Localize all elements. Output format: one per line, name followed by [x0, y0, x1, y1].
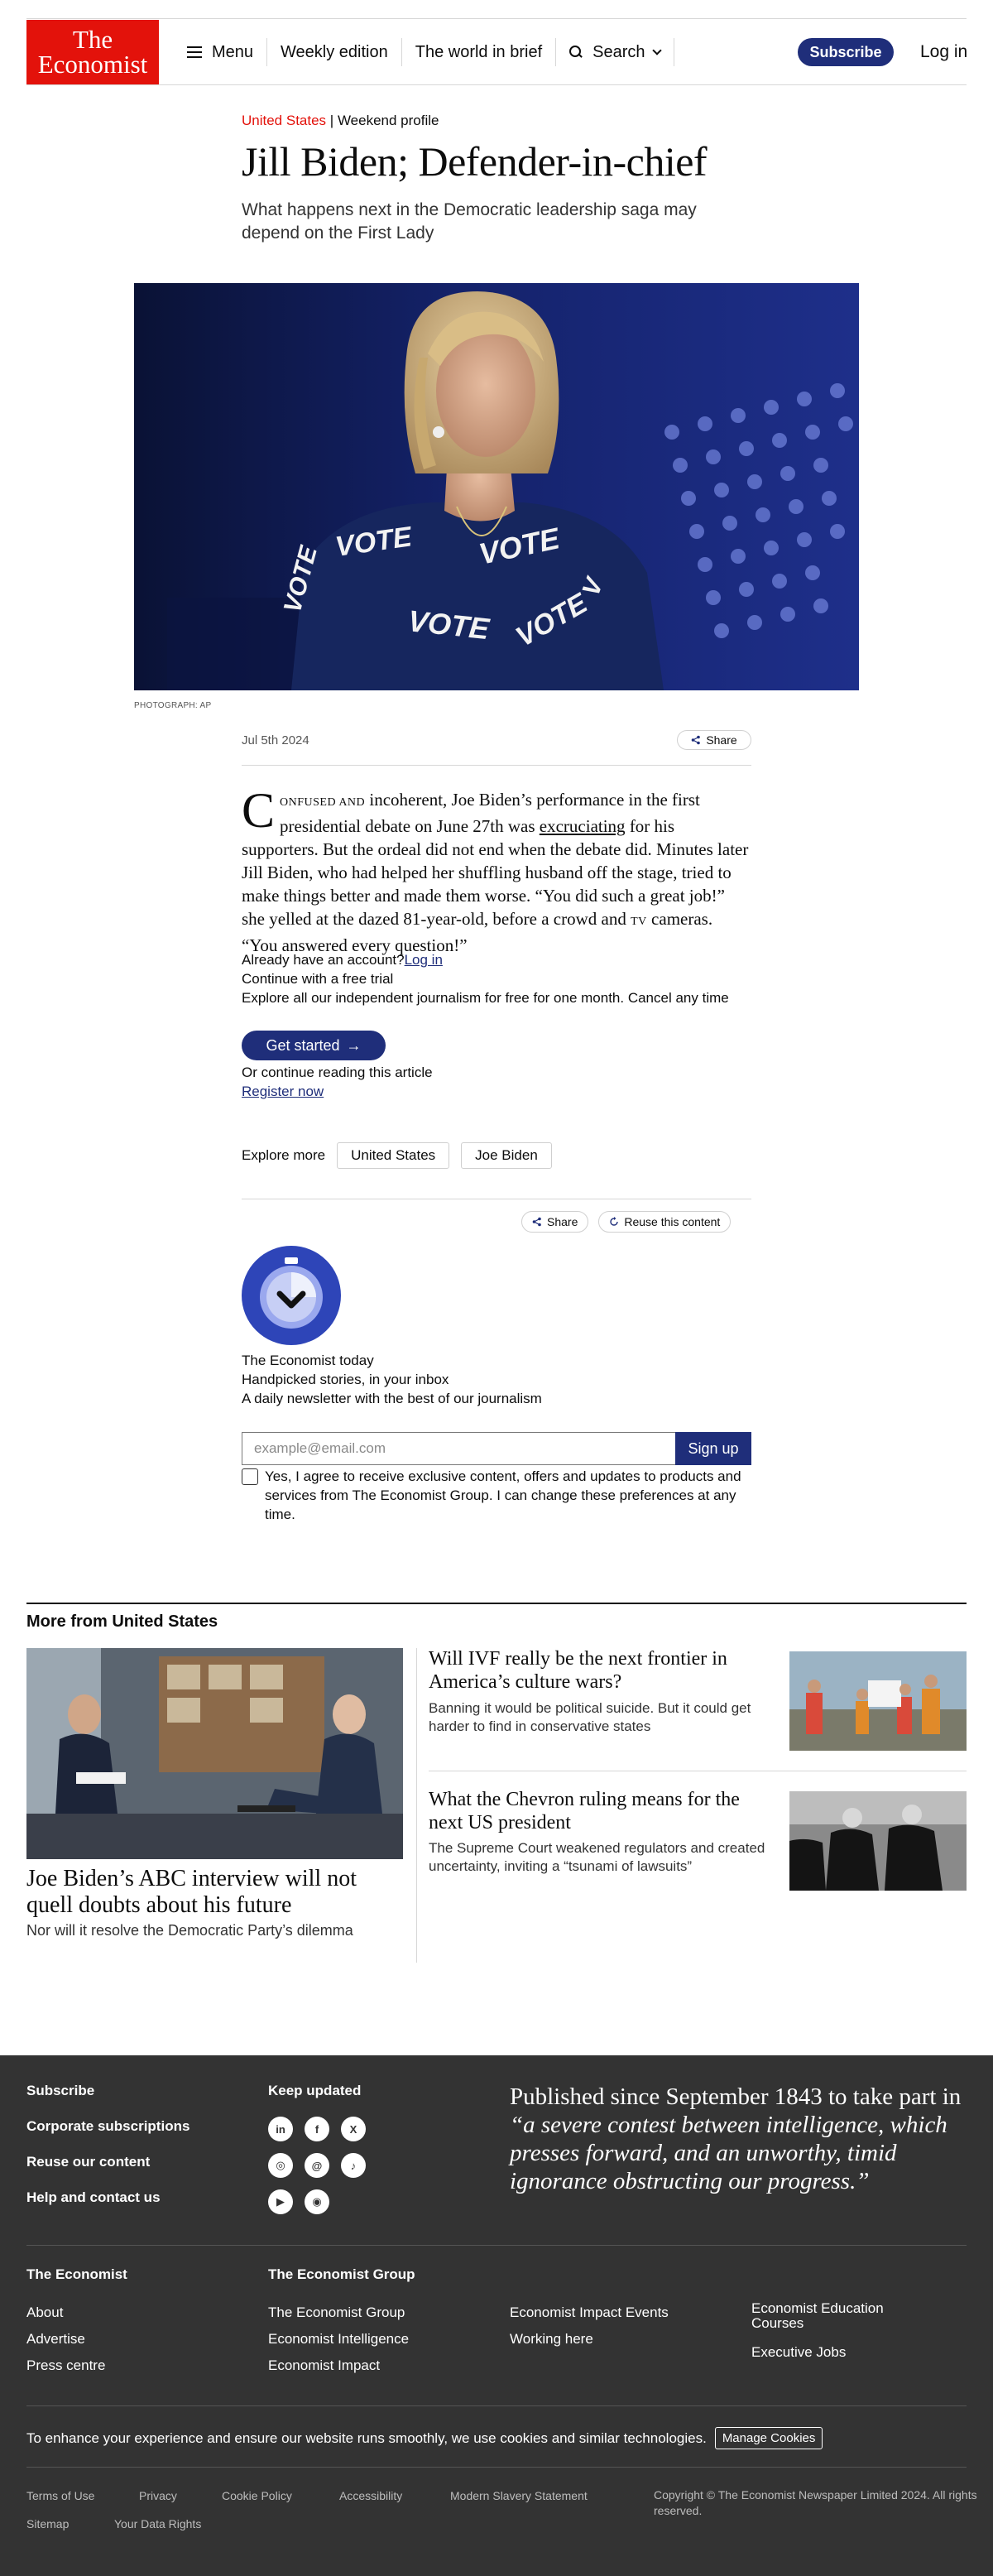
footer-reuse-link[interactable]: Reuse our content — [26, 2154, 151, 2170]
footer-col1-title: The Economist — [26, 2266, 127, 2282]
excruciating-link[interactable]: excruciating — [539, 816, 626, 836]
get-started-button[interactable] — [242, 1031, 386, 1060]
small-caps-lead: ONFUSED AND — [280, 796, 366, 809]
privacy-link[interactable]: Privacy — [139, 2489, 177, 2502]
tag-joe-biden[interactable]: Joe Biden — [461, 1142, 552, 1169]
search-label: Search — [592, 42, 645, 61]
menu-label: Menu — [212, 42, 254, 61]
youtube-icon[interactable]: ▶ — [268, 2189, 293, 2214]
logo-line-1: The — [72, 25, 113, 54]
explore-label: Explore more — [242, 1147, 326, 1163]
refresh-icon — [609, 1217, 619, 1227]
nav-weekly-edition[interactable] — [267, 38, 402, 66]
footer-group-link[interactable]: The Economist Group — [268, 2304, 405, 2320]
article-title: Jill Biden; Defender-in-chief — [242, 138, 708, 185]
footer-rule-3 — [26, 2467, 967, 2468]
consent-row — [242, 1467, 751, 1524]
svg-text:VOTE: VOTE — [511, 587, 593, 653]
protest-photo-illustration — [789, 1651, 967, 1751]
tv-small-caps: TV — [631, 916, 647, 928]
newsletter-description: A daily newsletter with the best of our journalism — [242, 1391, 542, 1406]
tag-united-states[interactable]: United States — [337, 1142, 449, 1169]
svg-text:VOTE: VOTE — [406, 603, 491, 646]
login-inline-link[interactable]: Log in — [404, 952, 443, 968]
more-vertical-divider — [416, 1648, 417, 1963]
story-ivf-image[interactable] — [789, 1651, 967, 1751]
continue-reading-block — [242, 1063, 433, 1101]
email-input[interactable] — [242, 1432, 675, 1465]
svg-text:V: V — [577, 574, 609, 600]
footer-rule-2 — [26, 2405, 967, 2406]
footer-about-link[interactable]: About — [26, 2304, 64, 2320]
world-in-brief-label: The world in brief — [415, 42, 543, 61]
story-ivf-headline[interactable]: Will IVF really be the next frontier in America’s culture wars? — [429, 1648, 727, 1693]
share-row — [521, 1211, 731, 1233]
reuse-content-button[interactable] — [598, 1211, 731, 1233]
consent-text: Yes, I agree to receive exclusive content, offers and updates to products and services from The Economist Group. I can change these preferences at any time. — [265, 1468, 741, 1522]
quote-text: “a severe contest between intelligence, which presses forward, and an unworthy, timid ignorance obstructing our progress.” — [510, 2112, 947, 2194]
or-continue-text: Or continue reading this article — [242, 1065, 433, 1080]
reuse-label: Reuse this content — [624, 1215, 721, 1228]
have-account-line — [242, 950, 751, 969]
subscribe-button[interactable]: Subscribe — [798, 38, 894, 66]
more-from-title: More from United States — [26, 1612, 218, 1631]
login-link[interactable]: Log in — [920, 42, 968, 61]
body-text-3: cameras. “You answered every question!” — [242, 909, 713, 955]
justices-photo-illustration — [789, 1791, 967, 1891]
paywall-block — [242, 950, 751, 1007]
hamburger-icon — [187, 46, 202, 58]
footer-col2-title: The Economist Group — [268, 2266, 415, 2282]
drop-cap: C — [242, 783, 276, 838]
cookie-notice — [26, 2427, 823, 2449]
manage-cookies-button[interactable]: Manage Cookies — [715, 2427, 823, 2449]
explore-more — [242, 1142, 552, 1169]
share-icon — [532, 1217, 542, 1227]
weekly-edition-label: Weekly edition — [281, 42, 388, 61]
footer-impact-link[interactable]: Economist Impact — [268, 2357, 381, 2373]
svg-text:VOTE: VOTE — [476, 521, 563, 571]
series-label: Weekend profile — [337, 113, 439, 128]
social-row-2 — [268, 2153, 366, 2178]
instagram-icon[interactable]: ◎ — [268, 2153, 293, 2178]
share-label: Share — [706, 733, 737, 747]
hero-photo-illustration — [134, 283, 859, 690]
footer-education-link[interactable]: Economist Education Courses — [751, 2300, 884, 2331]
story-ivf-subhead: Banning it would be political suicide. But it could get harder to find in conservative states — [429, 1700, 751, 1734]
header-top-rule — [26, 18, 967, 19]
meta-rule — [242, 765, 751, 766]
threads-icon[interactable]: @ — [305, 2153, 329, 2178]
x-icon[interactable]: X — [341, 2117, 366, 2141]
svg-text:VOTE: VOTE — [278, 543, 323, 616]
terms-link[interactable]: Terms of Use — [26, 2489, 95, 2502]
hero-image — [134, 283, 859, 690]
footer-impact-events-link[interactable]: Economist Impact Events — [510, 2304, 669, 2320]
footer-quote — [510, 2083, 970, 2195]
economist-logo[interactable] — [26, 20, 159, 84]
publish-date: Jul 5th 2024 — [242, 733, 309, 747]
consent-checkbox[interactable] — [242, 1468, 258, 1485]
keep-updated-heading: Keep updated — [268, 2083, 362, 2098]
accessibility-link[interactable]: Accessibility — [339, 2489, 403, 2502]
newsletter-tagline: Handpicked stories, in your inbox — [242, 1372, 449, 1387]
lead-story-subhead: Nor will it resolve the Democratic Party’s dilemma — [26, 1922, 353, 1939]
social-row-3 — [268, 2189, 329, 2214]
main-nav — [174, 20, 674, 84]
newsletter-name: The Economist today — [242, 1353, 374, 1368]
modern-slavery-link[interactable]: Modern Slavery Statement — [450, 2489, 588, 2502]
body-text-1: incoherent, Joe Biden’s performance in the first presidential debate on June 27th was — [280, 790, 700, 836]
quote-intro: Published since September 1843 to take part in — [510, 2083, 962, 2110]
header-bottom-rule — [26, 84, 967, 85]
footer-help-link[interactable]: Help and contact us — [26, 2189, 161, 2205]
article-kicker — [242, 113, 439, 129]
story-chevron-headline[interactable]: What the Chevron ruling means for the next US president — [429, 1789, 740, 1833]
footer-intelligence-link[interactable]: Economist Intelligence — [268, 2331, 410, 2347]
footer-corporate-link[interactable]: Corporate subscriptions — [26, 2118, 190, 2134]
trial-description: Explore all our independent journalism for free for one month. Cancel any time — [242, 990, 729, 1006]
stopwatch-icon — [242, 1246, 341, 1345]
nav-world-in-brief[interactable] — [402, 38, 556, 66]
newsletter-form — [242, 1432, 751, 1465]
search-button[interactable] — [556, 38, 674, 66]
facebook-icon[interactable]: f — [305, 2117, 329, 2141]
logo-line-2: Economist — [37, 50, 148, 79]
share-button-bottom[interactable] — [521, 1211, 588, 1233]
kicker-separator: | — [326, 113, 338, 128]
lead-story-image[interactable] — [26, 1648, 403, 1859]
trial-title: Continue with a free trial — [242, 971, 394, 987]
data-rights-link[interactable]: Your Data Rights — [114, 2517, 202, 2530]
newsletter-text — [242, 1351, 542, 1408]
body-text-2: for his supporters. But the ordeal did not end when the debate did. Minutes later Jill Biden, who had helped her shuffling husband off the stage, tried to make things better and made them worse. “You did such a great job!” she yelled at the dazed 81-year-old, before a crowd and — [242, 816, 749, 929]
arrow-right-icon: → — [346, 1036, 362, 1054]
footer-rule-1 — [26, 2245, 967, 2246]
story-chevron-subhead: The Supreme Court weakened regulators and created uncertainty, inviting a “tsunami of lawsuits” — [429, 1840, 765, 1874]
footer-working-here-link[interactable]: Working here — [510, 2331, 593, 2347]
article-standfirst: What happens next in the Democratic leadership saga may depend on the First Lady — [242, 200, 697, 243]
copyright-text: Copyright © The Economist Newspaper Limited 2024. All rights reserved. — [654, 2488, 977, 2517]
svg-text:VOTE: VOTE — [333, 521, 414, 563]
have-account-text: Already have an account? — [242, 952, 405, 968]
footer-advertise-link[interactable]: Advertise — [26, 2331, 85, 2347]
footer-jobs-link[interactable]: Executive Jobs — [751, 2344, 847, 2360]
cookie-policy-link[interactable]: Cookie Policy — [222, 2489, 292, 2502]
site-header — [0, 0, 993, 86]
footer-press-link[interactable]: Press centre — [26, 2357, 106, 2373]
menu-button[interactable] — [174, 38, 267, 66]
article-body-paragraph — [242, 783, 751, 957]
rss-icon[interactable]: ◉ — [305, 2189, 329, 2214]
share-icon — [691, 735, 701, 745]
tiktok-icon[interactable]: ♪ — [341, 2153, 366, 2178]
story-chevron-image[interactable] — [789, 1791, 967, 1891]
sign-up-button[interactable]: Sign up — [675, 1432, 751, 1465]
share-button-top[interactable] — [677, 730, 751, 750]
more-from-rule — [26, 1603, 967, 1604]
register-link[interactable]: Register now — [242, 1084, 324, 1099]
search-icon — [569, 46, 583, 59]
chevron-down-icon — [652, 46, 661, 55]
get-started-label: Get started — [266, 1036, 340, 1054]
footer-subscribe-link[interactable]: Subscribe — [26, 2083, 95, 2098]
newsletter-stopwatch-icon — [242, 1246, 341, 1345]
social-row-1 — [268, 2117, 366, 2141]
sitemap-link[interactable]: Sitemap — [26, 2517, 70, 2530]
cookie-text: To enhance your experience and ensure our website runs smoothly, we use cookies and similar technologies. — [26, 2429, 707, 2446]
lead-story-headline[interactable]: Joe Biden’s ABC interview will not quell doubts about his future — [26, 1866, 357, 1918]
share-bottom-label: Share — [547, 1215, 578, 1228]
interview-photo-illustration — [26, 1648, 403, 1859]
photo-credit: PHOTOGRAPH: AP — [134, 701, 212, 710]
section-link[interactable]: United States — [242, 113, 327, 128]
linkedin-icon[interactable]: in — [268, 2117, 293, 2141]
